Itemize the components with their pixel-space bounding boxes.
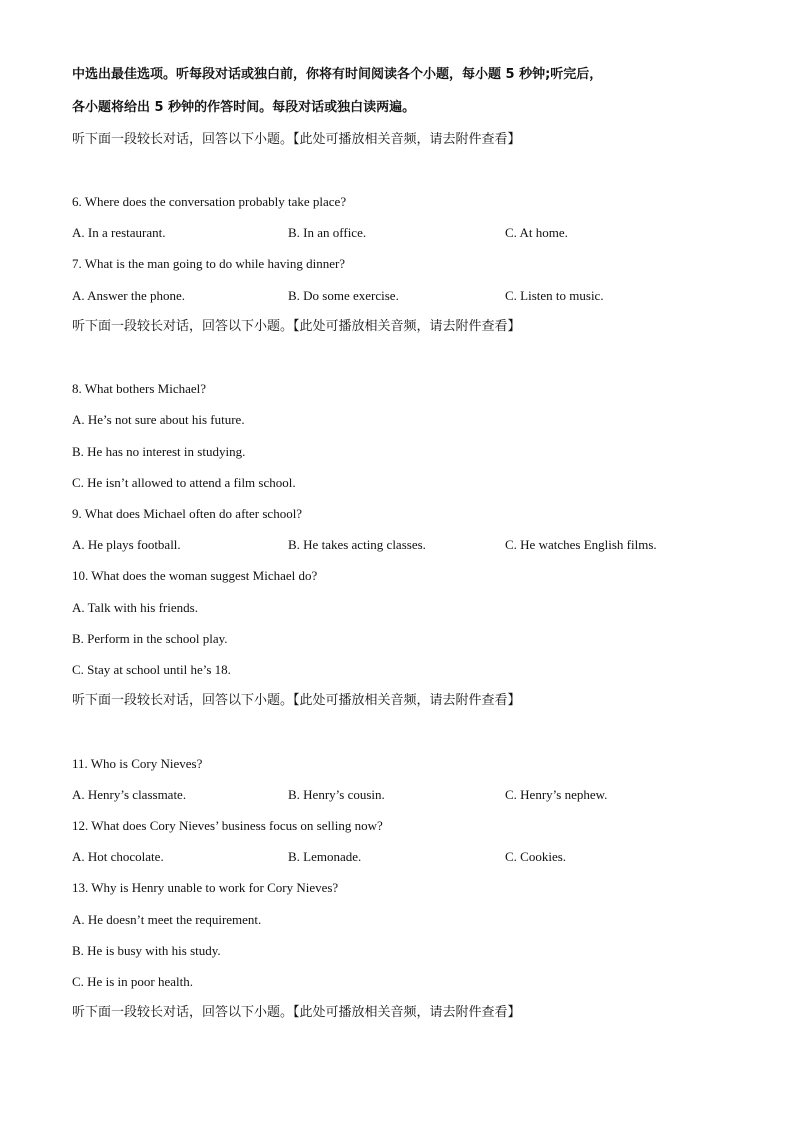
question-text: 13. Why is Henry unable to work for Cory Nieves? xyxy=(72,880,339,895)
option-b: B. Lemonade. xyxy=(288,849,362,864)
option-c: C. Henry’s nephew. xyxy=(505,787,608,802)
option-b: B. In an office. xyxy=(288,225,367,240)
instructions-line-1: 中选出最佳选项。听每段对话或独白前，你将有时间阅读各个小题，每小题 5 秒钟;听完后， xyxy=(72,67,603,82)
option-b: B. Henry’s cousin. xyxy=(288,787,385,802)
option-c: C. At home. xyxy=(505,225,568,240)
question-text: 12. What does Cory Nieves’ business focus on selling now? xyxy=(72,818,383,833)
option-c: C. He watches English films. xyxy=(505,537,657,552)
audio-prompt: 听下面一段较长对话，回答以下小题。【此处可播放相关音频，请去附件查看】 xyxy=(72,132,521,147)
audio-prompt: 听下面一段较长对话，回答以下小题。【此处可播放相关音频，请去附件查看】 xyxy=(72,1005,521,1020)
option-a: A. He doesn’t meet the requirement. xyxy=(72,912,262,927)
option-a: A. In a restaurant. xyxy=(72,225,166,240)
option-c: C. He is in poor health. xyxy=(72,974,193,989)
question-text: 10. What does the woman suggest Michael do? xyxy=(72,568,318,583)
audio-prompt: 听下面一段较长对话，回答以下小题。【此处可播放相关音频，请去附件查看】 xyxy=(72,319,521,334)
option-a: A. He plays football. xyxy=(72,537,181,552)
question-text: 7. What is the man going to do while having dinner? xyxy=(72,256,346,271)
option-c: C. He isn’t allowed to attend a film school. xyxy=(72,475,296,490)
option-a: A. Answer the phone. xyxy=(72,288,186,303)
option-a: A. Henry’s classmate. xyxy=(72,787,187,802)
option-a: A. Talk with his friends. xyxy=(72,600,198,615)
option-b: B. He has no interest in studying. xyxy=(72,444,246,459)
question-text: 8. What bothers Michael? xyxy=(72,381,207,396)
option-b: B. Perform in the school play. xyxy=(72,631,228,646)
option-c: C. Listen to music. xyxy=(505,288,604,303)
audio-prompt: 听下面一段较长对话，回答以下小题。【此处可播放相关音频，请去附件查看】 xyxy=(72,693,521,708)
question-text: 11. Who is Cory Nieves? xyxy=(72,756,203,771)
question-text: 6. Where does the conversation probably take place? xyxy=(72,194,347,209)
option-c: C. Stay at school until he’s 18. xyxy=(72,662,231,677)
option-b: B. Do some exercise. xyxy=(288,288,399,303)
option-c: C. Cookies. xyxy=(505,849,567,864)
instructions-line-2: 各小题将给出 5 秒钟的作答时间。每段对话或独白读两遍。 xyxy=(72,100,416,115)
option-a: A. Hot chocolate. xyxy=(72,849,164,864)
question-text: 9. What does Michael often do after school? xyxy=(72,506,303,521)
option-a: A. He’s not sure about his future. xyxy=(72,412,245,427)
option-b: B. He takes acting classes. xyxy=(288,537,426,552)
option-b: B. He is busy with his study. xyxy=(72,943,221,958)
